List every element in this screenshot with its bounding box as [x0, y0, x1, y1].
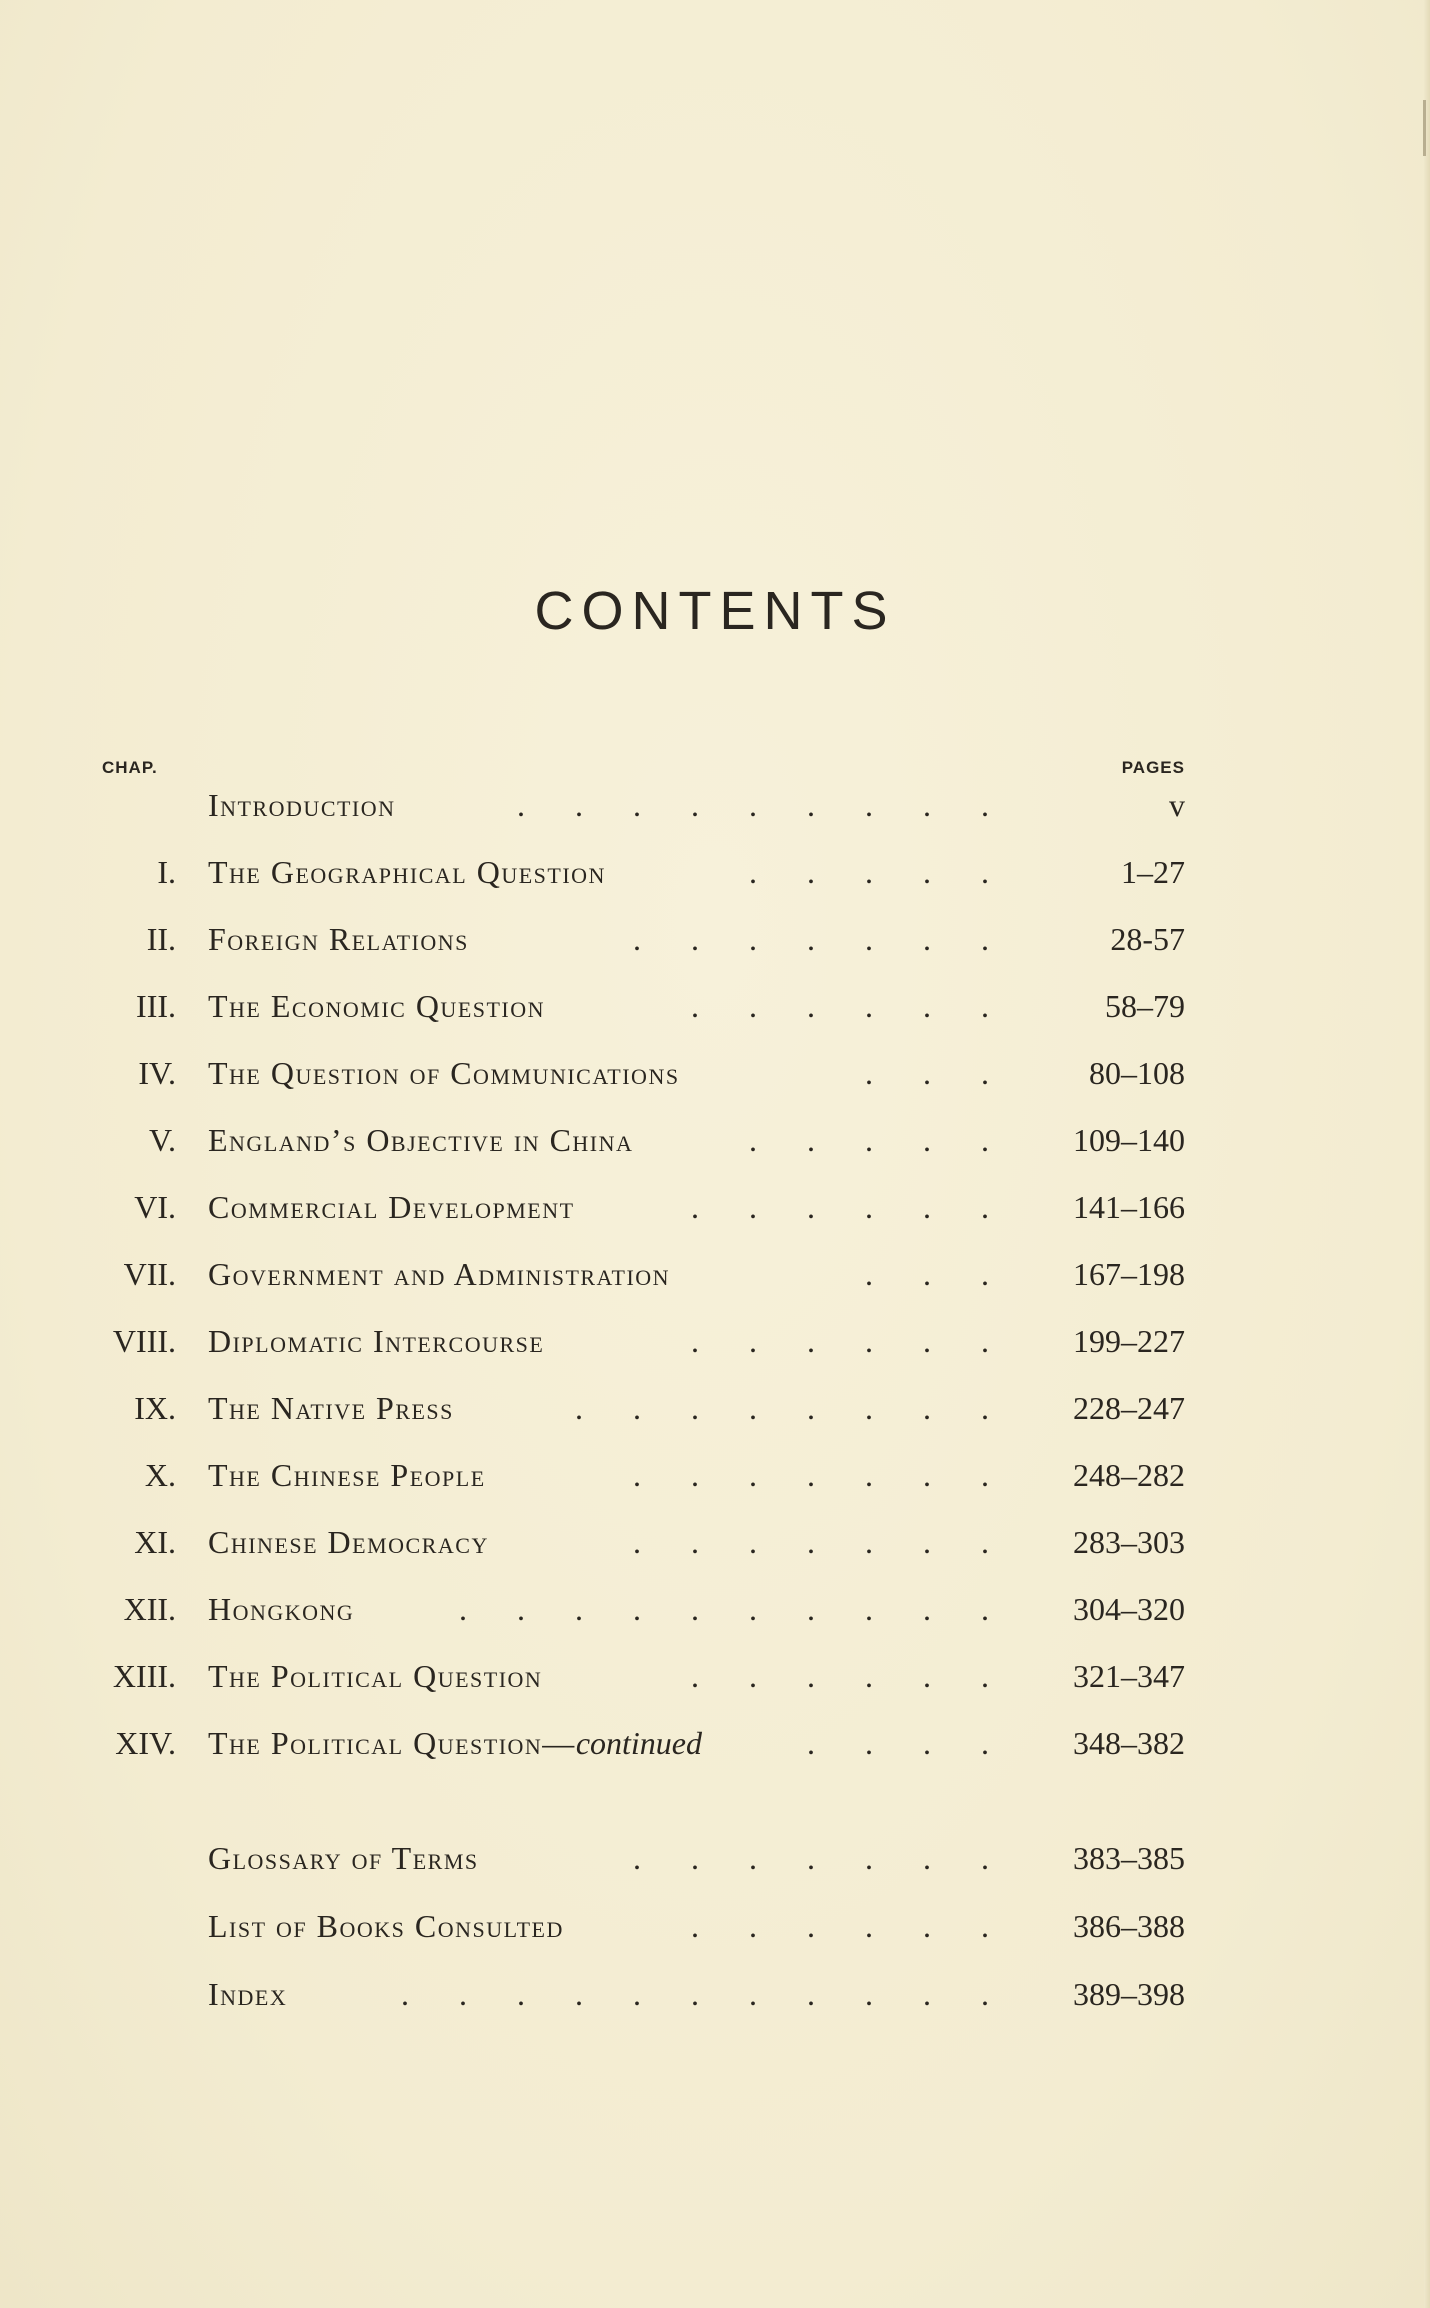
- page-range: 383–385: [1073, 1840, 1185, 1876]
- chapter-number: IV.: [138, 1055, 176, 1091]
- page-range: 228–247: [1073, 1390, 1185, 1426]
- chapter-number: III.: [136, 988, 176, 1024]
- chapter-number: XI.: [134, 1524, 176, 1560]
- chapter-title: Diplomatic Intercourse: [208, 1323, 545, 1359]
- toc-row: [0, 1445, 1430, 1505]
- toc-row: [0, 1828, 1430, 1888]
- dot-leader: . . .: [865, 1055, 1010, 1091]
- chapter-title: England’s Objective in China: [208, 1122, 634, 1158]
- dot-leader: . . . . .: [749, 854, 1010, 890]
- chapter-title: The Native Press: [208, 1390, 454, 1426]
- dot-leader: . . . . . .: [691, 1189, 1010, 1225]
- chapter-title: The Chinese People: [208, 1457, 486, 1493]
- dot-leader: . . . . . . .: [633, 921, 1010, 957]
- dot-leader: . . . . . . .: [633, 1457, 1010, 1493]
- dot-leader: . . . . . . . . . .: [459, 1591, 1010, 1627]
- chapter-number: XII.: [123, 1591, 176, 1627]
- toc-row: [0, 775, 1430, 835]
- dot-leader: . . . . . . . . . . .: [401, 1976, 1010, 2012]
- dot-leader: . . .: [865, 1256, 1010, 1292]
- page-range: 304–320: [1073, 1591, 1185, 1627]
- chapter-number: II.: [146, 921, 176, 957]
- toc-row: [0, 1043, 1430, 1103]
- page-range: 386–388: [1073, 1908, 1185, 1944]
- chapter-title: [208, 1713, 702, 1773]
- toc-row: [0, 909, 1430, 969]
- dot-leader: . . . . . . . . .: [517, 787, 1010, 823]
- contents-title: CONTENTS: [534, 581, 896, 641]
- dot-leader: . . . . . .: [691, 1908, 1010, 1944]
- toc-row: [0, 1713, 1430, 1773]
- page-range: 389–398: [1073, 1976, 1185, 2012]
- page-range: 58–79: [1105, 988, 1185, 1024]
- toc-row: [0, 842, 1430, 902]
- page-range: 248–282: [1073, 1457, 1185, 1493]
- page-range: 28-57: [1110, 921, 1185, 957]
- page-edge-mark: [1423, 100, 1426, 156]
- appendix-title: Index: [208, 1976, 288, 2012]
- toc-row: [0, 1896, 1430, 1956]
- chapter-title: Introduction: [208, 787, 396, 823]
- page-range: 109–140: [1073, 1122, 1185, 1158]
- chapter-number: X.: [144, 1457, 176, 1493]
- toc-row: [0, 1579, 1430, 1639]
- chapter-title: The Question of Communications: [208, 1055, 680, 1091]
- dot-leader: . . . . . .: [691, 1658, 1010, 1694]
- page-range: 348–382: [1073, 1725, 1185, 1761]
- toc-row: [0, 1311, 1430, 1371]
- page-range: 167–198: [1073, 1256, 1185, 1292]
- toc-row: [0, 1378, 1430, 1438]
- chapter-number: VII.: [123, 1256, 176, 1292]
- page-range: 199–227: [1073, 1323, 1185, 1359]
- toc-row: [0, 1177, 1430, 1237]
- dot-leader: . . . . .: [749, 1122, 1010, 1158]
- chapter-number: XIII.: [112, 1658, 176, 1694]
- page-range: 283–303: [1073, 1524, 1185, 1560]
- chapter-title: The Political Question: [208, 1658, 543, 1694]
- toc-row: [0, 1964, 1430, 2024]
- dot-leader: . . . . . .: [691, 1323, 1010, 1359]
- dot-leader: . . . .: [807, 1725, 1010, 1761]
- chapter-number: IX.: [134, 1390, 176, 1426]
- chapter-title-main: The Political Question—: [208, 1725, 576, 1761]
- page-range: 1–27: [1121, 854, 1185, 890]
- toc-row: [0, 976, 1430, 1036]
- page-range: v: [1169, 787, 1185, 823]
- chapter-number: V.: [149, 1122, 176, 1158]
- dot-leader: . . . . . .: [691, 988, 1010, 1024]
- toc-row: [0, 1110, 1430, 1170]
- chap-column-header: CHAP.: [102, 758, 158, 777]
- chapter-number: XIV.: [115, 1725, 176, 1761]
- chapter-title: The Economic Question: [208, 988, 546, 1024]
- page-range: 80–108: [1089, 1055, 1185, 1091]
- appendix-title: Glossary of Terms: [208, 1840, 479, 1876]
- toc-row: [0, 1244, 1430, 1304]
- chapter-title: Hongkong: [208, 1591, 355, 1627]
- pages-column-header: PAGES: [1121, 758, 1185, 777]
- page-range: 321–347: [1073, 1658, 1185, 1694]
- dot-leader: . . . . . . . .: [575, 1390, 1010, 1426]
- chapter-number: VI.: [134, 1189, 176, 1225]
- chapter-number: I.: [157, 854, 176, 890]
- page-range: 141–166: [1073, 1189, 1185, 1225]
- chapter-title: The Geographical Question: [208, 854, 606, 890]
- chapter-title: Commercial Development: [208, 1189, 575, 1225]
- appendix-title: List of Books Consulted: [208, 1908, 564, 1944]
- chapter-title: Government and Administration: [208, 1256, 671, 1292]
- toc-row: [0, 1512, 1430, 1572]
- chapter-number: VIII.: [112, 1323, 176, 1359]
- chapter-title-continued: continued: [575, 1725, 702, 1761]
- chapter-title: Foreign Relations: [208, 921, 469, 957]
- dot-leader: . . . . . . .: [633, 1840, 1010, 1876]
- chapter-title: Chinese Democracy: [208, 1524, 489, 1560]
- dot-leader: . . . . . . .: [633, 1524, 1010, 1560]
- toc-row: [0, 1646, 1430, 1706]
